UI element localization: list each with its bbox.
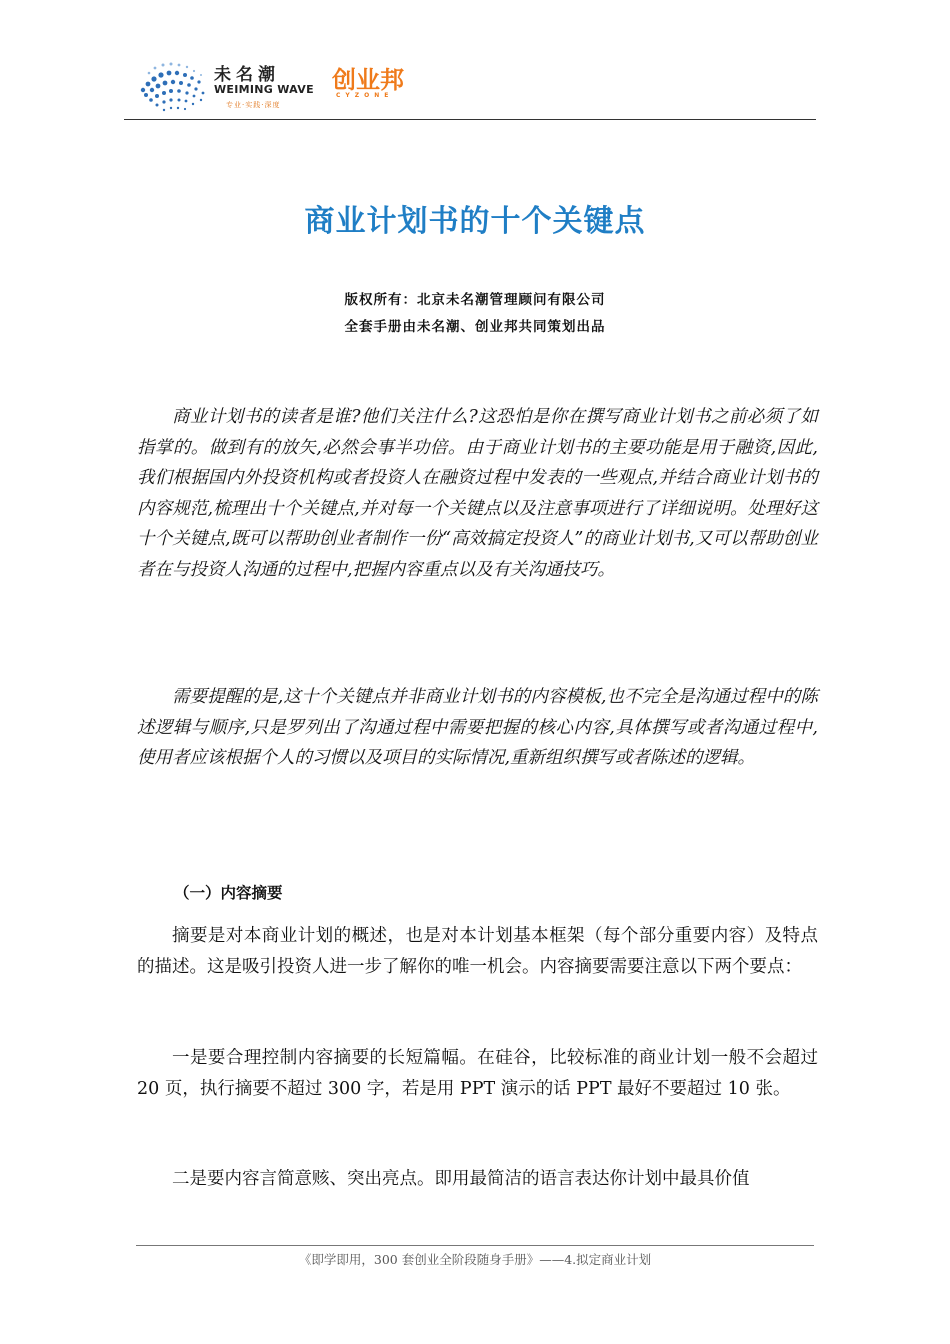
brand-tagline: 专业·实践·深度 xyxy=(226,101,281,109)
footer-divider xyxy=(136,1245,814,1246)
cyzone-logo-cn: 创业邦 xyxy=(332,66,404,94)
summary-paragraph-2: 一是要合理控制内容摘要的长短篇幅。在硅谷，比较标准的商业计划一般不会超过 20 页，执行摘要不超过 300 字，若是用 PPT 演示的话 PPT 最好不要超过 10 张。 xyxy=(137,1048,818,1099)
intro-paragraph-1: 商业计划书的读者是谁?他们关注什么?这恐怕是你在撰写商业计划书之前必须了如指掌的。做到有的放矢,必然会事半功倍。由于商业计划书的主要功能是用于融资,因此,我们根据国内外投资机构或者投资人在融资过程中发表的一些观点,并结合商业计划书的内容规范,梳理出十个关键点,并对每一个关键点以及注意事项进行了详细说明。处理好这十个关键点,既可以帮助创业者制作一份“高效搞定投资人”的商业计划书,又可以帮助创业者在与投资人沟通的过程中,把握内容重点以及有关沟通技巧。 xyxy=(137,407,818,580)
copyright-line-2: 全套手册由未名潮、创业邦共同策划出品 xyxy=(344,319,606,335)
section-heading-summary: （一）内容摘要 xyxy=(174,884,283,902)
page-footer: 《即学即用，300 套创业全阶段随身手册》——4.拟定商业计划 xyxy=(298,1252,652,1267)
document-title: 商业计划书的十个关键点 xyxy=(304,204,646,239)
weiming-wave-logo-icon xyxy=(133,54,215,116)
cyzone-logo-en: CYZONE xyxy=(336,92,394,99)
page-header xyxy=(128,50,816,120)
header-divider xyxy=(124,119,816,120)
brand-name-cn: 未名潮 xyxy=(214,65,280,85)
copyright-line-1: 版权所有：北京未名潮管理顾问有限公司 xyxy=(344,292,606,308)
summary-paragraph-1: 摘要是对本商业计划的概述，也是对本计划基本框架（每个部分重要内容）及特点的描述。这是吸引投资人进一步了解你的唯一机会。内容摘要需要注意以下两个要点： xyxy=(137,926,818,977)
summary-paragraph-3: 二是要内容言简意赅、突出亮点。即用最简洁的语言表达你计划中最具价值 xyxy=(172,1169,750,1189)
intro-paragraph-2: 需要提醒的是,这十个关键点并非商业计划书的内容模板,也不完全是沟通过程中的陈述逻辑与顺序,只是罗列出了沟通过程中需要把握的核心内容,具体撰写或者沟通过程中,使用者应该根据个人的习惯以及项目的实际情况,重新组织撰写或者陈述的逻辑。 xyxy=(137,687,818,768)
brand-name-en: WEIMING WAVE xyxy=(214,83,314,96)
